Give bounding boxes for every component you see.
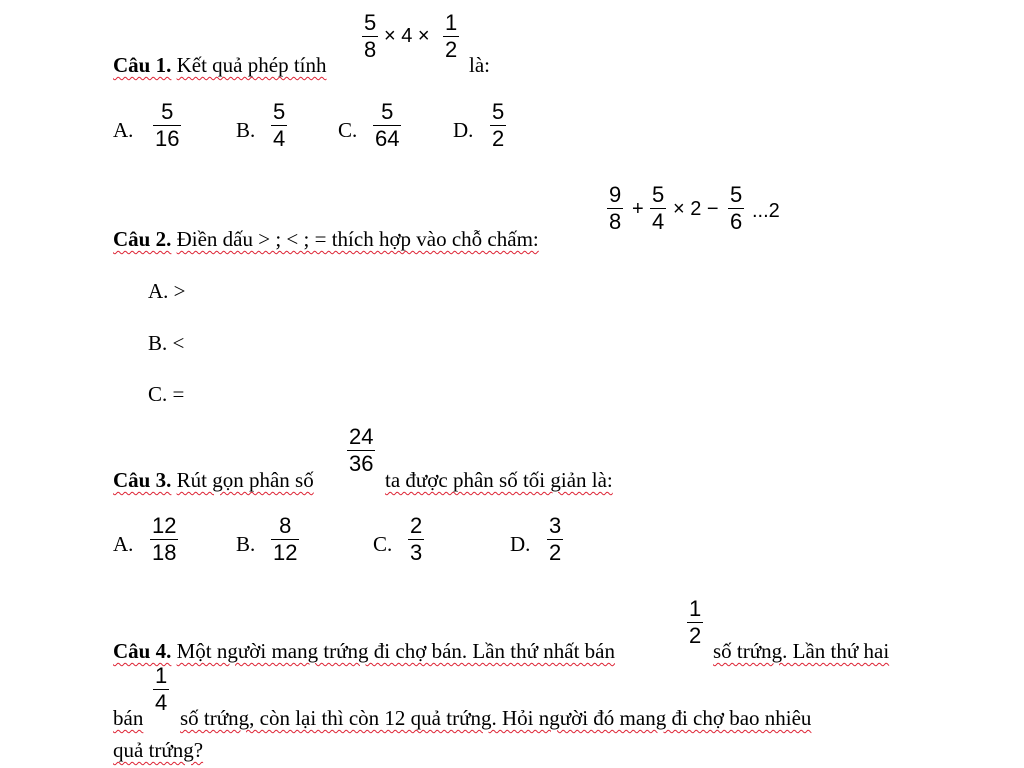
q4-frac-2: 1 4	[155, 663, 168, 715]
q1-frac-2-num: 1	[445, 10, 458, 35]
q1-label: Câu 1.	[113, 53, 172, 77]
q1-option-b-letter: B.	[236, 118, 256, 142]
q3-option-c: 2 3	[410, 513, 423, 565]
q3-option-b: 8 12	[273, 513, 298, 565]
q3-suffix: ta được phân số tối giản là:	[385, 468, 613, 492]
q3-frac: 24 36	[349, 424, 374, 476]
q3-option-a-letter: A.	[113, 532, 134, 556]
q2-frac-1: 9 8	[609, 182, 622, 234]
q1-line	[113, 53, 327, 78]
q2-text: Điền dấu > ; < ; = thích hợp vào chỗ chấm:	[176, 227, 539, 251]
q4-text-3: số trứng, còn lại thì còn 12 quả trứng. Hỏi người đó mang đi chợ bao nhiêu	[180, 706, 812, 730]
q2-option-a: A. >	[148, 279, 186, 303]
q4-text-1: Một người mang trứng đi chợ bán. Lần thứ nhất bán	[176, 639, 615, 663]
q2-option-c: C. =	[148, 382, 185, 406]
q1-option-d-letter: D.	[453, 118, 474, 142]
q4-text-2: số trứng. Lần thứ hai	[713, 639, 890, 663]
q2-line	[113, 227, 539, 252]
q3-option-a: 12 18	[152, 513, 177, 565]
q1-frac-1	[362, 12, 378, 61]
q1-frac-1-num: 5	[364, 10, 377, 35]
q3-label: Câu 3.	[113, 468, 172, 492]
q4-line-2-start: bán	[113, 706, 144, 730]
q2-plus: +	[632, 198, 644, 220]
q3-option-b-letter: B.	[236, 532, 256, 556]
q3-option-d: 3 2	[549, 513, 562, 565]
q3-option-d-letter: D.	[510, 532, 531, 556]
q1-option-d: 5 2	[492, 99, 505, 151]
q1-option-b: 5 4	[273, 99, 286, 151]
q1-option-c: 5 64	[375, 99, 400, 151]
q2-label: Câu 2.	[113, 227, 172, 251]
q2-frac-2: 5 4	[652, 182, 665, 234]
q1-option-a: 5 16	[155, 99, 180, 151]
q2-times: × 2 −	[673, 198, 719, 220]
q3-option-c-letter: C.	[373, 532, 393, 556]
q1-option-a-letter: A.	[113, 118, 134, 142]
q2-option-b: B. <	[148, 331, 185, 355]
q1-times: × 4 ×	[384, 25, 430, 47]
q1-suffix: là:	[469, 53, 490, 77]
q4-label: Câu 4.	[113, 639, 172, 663]
q2-tail: ...2	[752, 200, 780, 222]
q3-text: Rút gọn phân số	[176, 468, 314, 492]
q1-frac-1-den: 8	[364, 37, 377, 62]
q3-line	[113, 468, 314, 493]
q2-frac-3: 5 6	[730, 182, 743, 234]
q4-line-3: quả trứng?	[113, 738, 204, 762]
q4-frac-1: 1 2	[689, 596, 702, 648]
q1-frac-2	[443, 12, 459, 61]
q1-option-c-letter: C.	[338, 118, 358, 142]
q4-line-1	[113, 639, 615, 664]
q1-frac-2-den: 2	[445, 37, 458, 62]
q1-text: Kết quả phép tính	[176, 53, 327, 77]
